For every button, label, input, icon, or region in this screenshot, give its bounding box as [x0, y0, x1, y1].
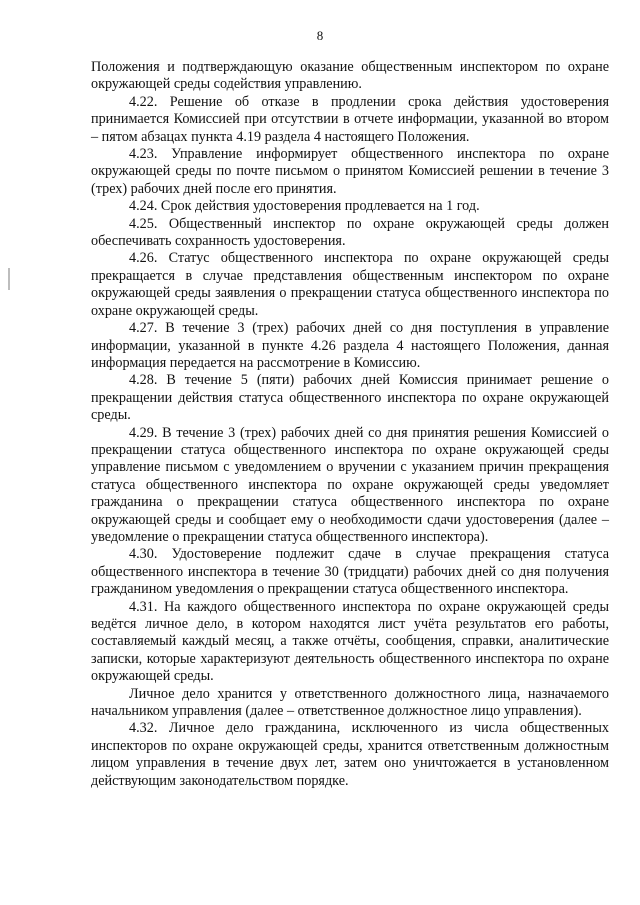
paragraph-4-28: 4.28. В течение 5 (пяти) рабочих дней Комиссия принимает решение о прекращении действия статуса общественного инспектора по охране окружающей среды. — [91, 372, 609, 424]
paragraph-4-30: 4.30. Удостоверение подлежит сдаче в случае прекращения статуса общественного инспектора в течение 30 (тридцати) рабочих дней со дня получения гражданином уведомления о прекращении статуса общественного инспектора. — [91, 546, 609, 598]
paragraph-4-31-continued: Личное дело хранится у ответственного должностного лица, назначаемого начальником управления (далее – ответственное должностное лицо управления). — [91, 685, 609, 720]
paragraph-4-32: 4.32. Личное дело гражданина, исключенного из числа общественных инспекторов по охране окружающей среды, хранится ответственным должностным лицом управления в течение двух лет, затем оно уничтожается в установленном действующим законодательством порядке. — [91, 720, 609, 789]
paragraph-4-31: 4.31. На каждого общественного инспектора по охране окружающей среды ведётся личное дело, в котором находятся лист учёта результатов его работы, составляемый каждый месяц, а также отчёты, сообщения, справки, аналитические записки, которые характеризуют деятельность общественного инспектора по охране окружающей среды. — [91, 598, 609, 685]
paragraph-4-25: 4.25. Общественный инспектор по охране окружающей среды должен обеспечивать сохранность удостоверения. — [91, 215, 609, 250]
paragraph-4-26: 4.26. Статус общественного инспектора по охране окружающей среды прекращается в случае представления общественным инспектором по охране окружающей среды заявления о прекращении статуса общественного инспектора по охране окружающей среды. — [91, 250, 609, 319]
paragraph-4-23: 4.23. Управление информирует общественного инспектора по охране окружающей среды по почте письмом о принятом Комиссией решении в течение 3 (трех) рабочих дней после его принятия. — [91, 146, 609, 197]
paragraph-continuation: Положения и подтверждающую оказание общественным инспектором по охране окружающей среды содействия управлению. — [91, 59, 609, 93]
paragraph-4-22: 4.22. Решение об отказе в продлении срока действия удостоверения принимается Комиссией при отсутствии в отчете информации, указанной во втором – пятом абзацах пункта 4.19 раздела 4 настоящего Положения. — [91, 93, 609, 145]
scan-margin-mark — [8, 268, 10, 290]
paragraph-4-29: 4.29. В течение 3 (трех) рабочих дней со дня принятия решения Комиссией о прекращении статуса общественного инспектора по охране окружающей среды управление письмом с уведомлением о вручении с указанием причин прекращения статуса общественного инспектора по охране окружающей среды уведомляет гражданина о прекращении статуса общественного инспектора по охране окружающей среды и сообщает ему о необходимости сдачи удостоверения (далее – уведомление о прекращении статуса общественного инспектора). — [91, 424, 609, 545]
paragraph-4-24: 4.24. Срок действия удостоверения продлевается на 1 год. — [129, 198, 480, 215]
paragraph-4-27: 4.27. В течение 3 (трех) рабочих дней со дня поступления в управление информации, указанной в пункте 4.26 раздела 4 настоящего Положения, данная информация передается на рассмотрение в Комиссию. — [91, 320, 609, 371]
document-body — [91, 59, 609, 790]
page-number: 8 — [316, 28, 324, 43]
